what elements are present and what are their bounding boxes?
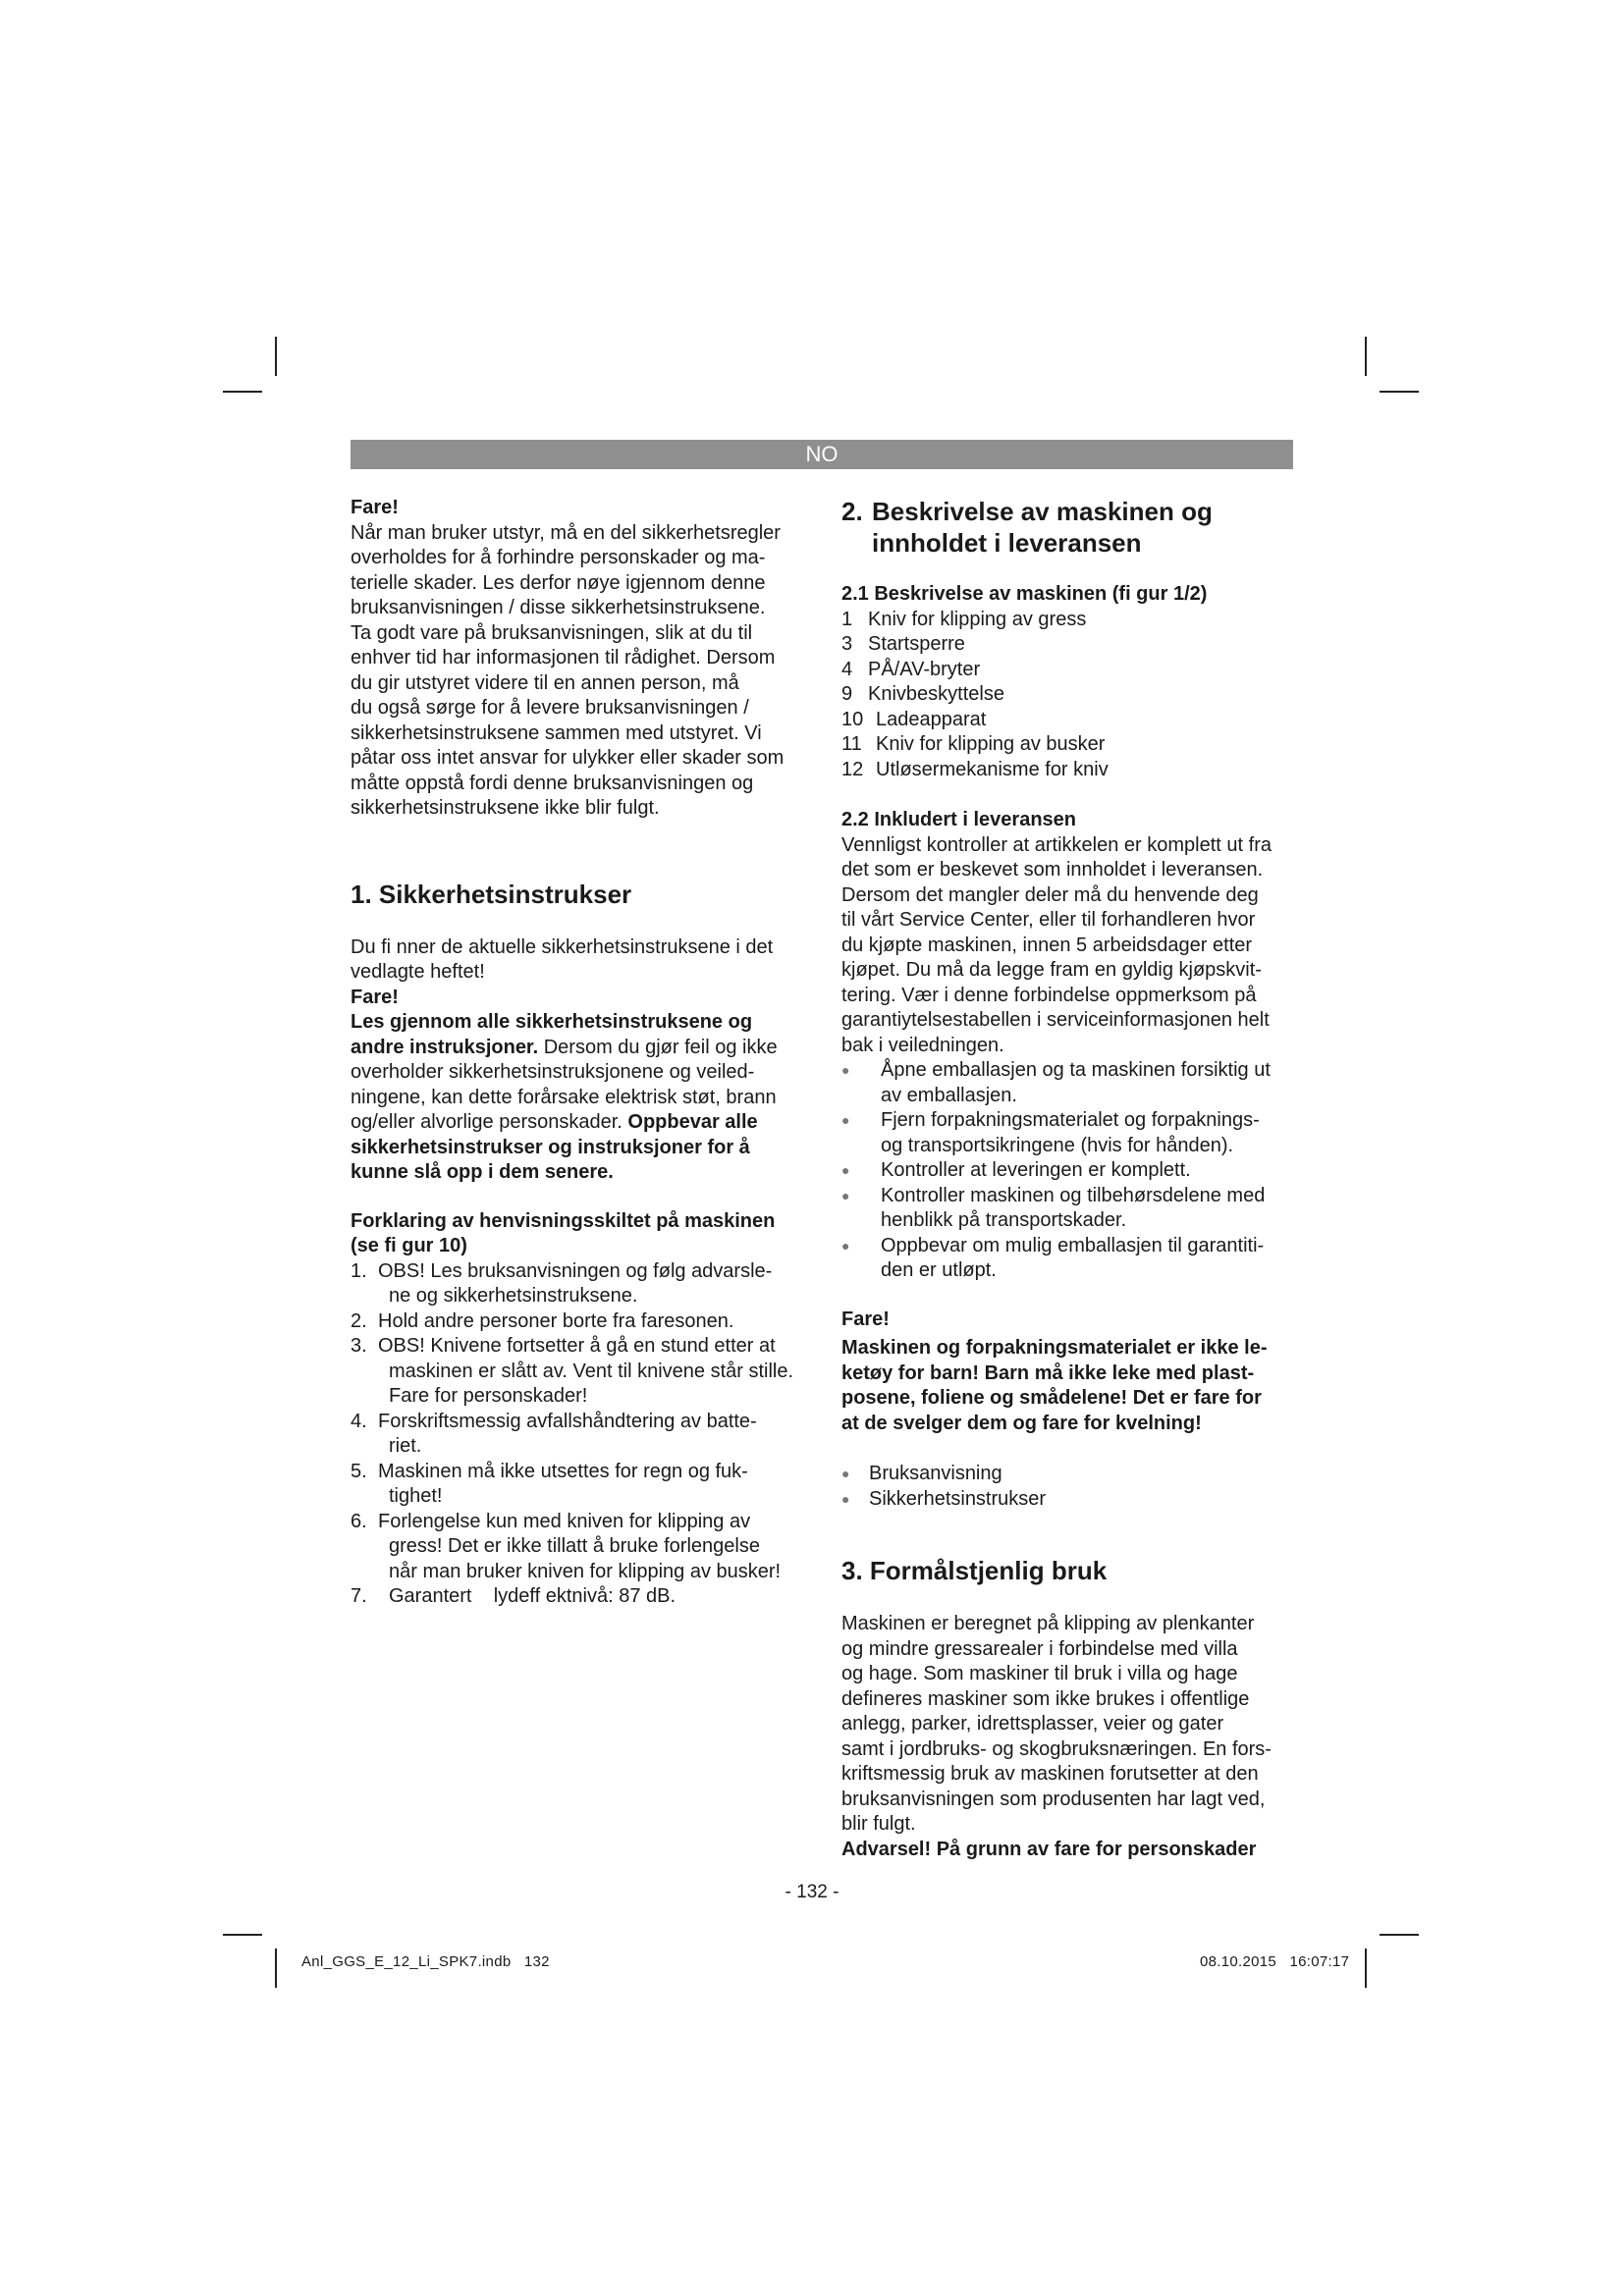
list-item: [351, 1334, 812, 1410]
text-line: overholder sikkerhetsinstruksjonene og veiled-: [351, 1061, 755, 1083]
item-number: 5.: [351, 1460, 367, 1482]
section-number: 2.: [841, 497, 863, 526]
item-text: [869, 1158, 1191, 1184]
list-item: [351, 1460, 812, 1510]
text-line: blir fulgt.: [841, 1813, 916, 1835]
item-text: Garantert lydeff ektnivå: 87 dB.: [389, 1585, 677, 1607]
item-text: Ladeapparat: [876, 708, 987, 730]
item-text: PÅ/AV-bryter: [868, 658, 981, 680]
bullet-item: [841, 1234, 1303, 1284]
fare-heading: Fare!: [351, 497, 399, 518]
intended-use-paragraph: [841, 1612, 1303, 1862]
text: og/eller alvorlige personskader.: [351, 1111, 628, 1133]
list-item: [841, 682, 1303, 708]
text-line: Maskinen og forpakningsmaterialet er ikke le-: [841, 1337, 1268, 1359]
print-file-name: Anl_GGS_E_12_Li_SPK7.indb 132: [301, 1953, 550, 1970]
right-column: [841, 496, 1303, 1862]
item-number: 1.: [351, 1259, 367, 1282]
list-item: [841, 732, 1303, 758]
bold-text: Oppbevar alle: [627, 1111, 758, 1133]
list-item: [841, 708, 1303, 733]
item-number: 1: [841, 608, 853, 630]
item-text: [378, 1259, 772, 1309]
bullet-icon: ●: [841, 1112, 850, 1128]
text-line: Åpne emballasjen og ta maskinen forsiktig ut: [881, 1059, 1271, 1081]
crop-mark: [223, 1934, 262, 1936]
item-number: 3: [841, 633, 853, 655]
crop-mark: [1380, 1934, 1419, 1936]
text-line: Oppbevar om mulig emballasjen til garantiti-: [881, 1234, 1265, 1256]
left-column: [351, 496, 812, 1610]
item-text: [869, 1234, 1264, 1284]
text-line: du kjøpte maskinen, innen 5 arbeidsdager etter: [841, 934, 1253, 956]
safety-intro: [351, 935, 812, 986]
text-line: bruksanvisningen som produsenten har lagt ved,: [841, 1788, 1266, 1810]
text-line: Du fi nner de aktuelle sikkerhetsinstruksene i det: [351, 935, 774, 958]
text-line: når man bruker kniven for klipping av busker!: [389, 1560, 782, 1582]
text-line: vedlagte heftet!: [351, 961, 485, 983]
bullet-icon: ●: [841, 1466, 850, 1481]
text-line: og mindre gressarealer i forbindelse med villa: [841, 1637, 1238, 1660]
text-line: [351, 1036, 812, 1061]
text-line: tighet!: [389, 1485, 443, 1507]
bullet-icon: ●: [841, 1162, 850, 1178]
item-number: 7.: [351, 1585, 367, 1607]
item-text: Kniv for klipping av busker: [876, 733, 1106, 755]
item-text: Utløsermekanisme for kniv: [876, 758, 1109, 780]
section-title: [872, 496, 1213, 559]
bullet-icon: ●: [841, 1062, 850, 1078]
child-safety-warning: [841, 1336, 1303, 1436]
item-number: 11: [841, 733, 862, 755]
text-line: henblikk på transportskader.: [881, 1209, 1127, 1231]
language-bar: [351, 440, 1293, 469]
included-items-list: [841, 1462, 1303, 1512]
list-item: [351, 1259, 812, 1309]
text-line: posene, foliene og smådelene! Det er fare for: [841, 1387, 1262, 1409]
print-timestamp: 08.10.2015 16:07:17: [1200, 1953, 1350, 1970]
text-line: kunne slå opp i dem senere.: [351, 1161, 614, 1183]
text-line: det som er beskevet som innholdet i leveransen.: [841, 859, 1264, 881]
machine-parts-list: [841, 608, 1303, 783]
item-text: [378, 1510, 781, 1585]
crop-mark: [1365, 337, 1367, 376]
item-text: [869, 1058, 1271, 1108]
crop-mark: [275, 1949, 277, 1988]
unpacking-steps-list: [841, 1058, 1303, 1284]
page-number: - 132 -: [785, 1882, 839, 1902]
text-line: [351, 1110, 812, 1136]
text-line: sikkerhetsinstruksene ikke blir fulgt.: [351, 797, 660, 819]
bullet-icon: ●: [841, 1490, 850, 1507]
crop-mark: [1380, 391, 1419, 393]
item-number: 4.: [351, 1410, 367, 1432]
text-line: den er utløpt.: [881, 1259, 997, 1281]
text-line: til vårt Service Center, eller til forhandleren hvor: [841, 909, 1256, 931]
list-item: [841, 608, 1303, 633]
delivery-paragraph: [841, 833, 1303, 1059]
item-number: 4: [841, 658, 853, 680]
text-line: du også sørge for å levere bruksanvisningen /: [351, 697, 749, 719]
text-line: samt i jordbruks- og skogbruksnæringen. En fors-: [841, 1737, 1272, 1760]
text-line: påtar oss intet ansvar for ulykker eller skader som: [351, 747, 785, 769]
text-line: sikkerhetsinstrukser og instruksjoner for å: [351, 1136, 750, 1158]
sign-explanation-list: [351, 1259, 812, 1610]
text-line: Kontroller maskinen og tilbehørsdelene med: [881, 1184, 1266, 1206]
section-1-heading: 1. Sikkerhetsinstrukser: [351, 879, 632, 909]
item-text: [869, 1108, 1260, 1158]
text-line: Når man bruker utstyr, må en del sikkerhetsregler: [351, 521, 781, 544]
list-item: [841, 658, 1303, 683]
list-item: [351, 1410, 812, 1460]
bullet-item: [841, 1462, 1303, 1487]
item-number: 12: [841, 758, 864, 780]
item-number: 9: [841, 683, 853, 705]
text-line: innholdet i leveransen: [872, 528, 1142, 558]
section-2-heading: [841, 496, 1303, 559]
bullet-item: [841, 1108, 1303, 1158]
text-line: defineres maskiner som ikke brukes i offentlige: [841, 1687, 1250, 1710]
text-line: måtte oppstå fordi denne bruksanvisningen og: [351, 772, 754, 794]
text-line: riet.: [389, 1435, 422, 1457]
text-line: OBS! Les bruksanvisningen og følg advarsle-: [378, 1259, 773, 1282]
item-number: 3.: [351, 1335, 367, 1357]
text-line: Dersom det mangler deler må du henvende deg: [841, 883, 1259, 906]
text-line: kriftsmessig bruk av maskinen forutsetter at den: [841, 1763, 1259, 1785]
text-line: og transportsikringene (hvis for hånden).: [881, 1134, 1234, 1156]
fare-heading: Fare!: [841, 1308, 890, 1330]
item-number: 2.: [351, 1309, 367, 1332]
text-line: (se fi gur 10): [351, 1235, 467, 1256]
crop-mark: [275, 337, 277, 376]
text-line: OBS! Knivene fortsetter å gå en stund etter at: [378, 1335, 776, 1357]
bullet-item: [841, 1487, 1303, 1513]
bullet-item: [841, 1158, 1303, 1184]
text-line: Maskinen er beregnet på klipping av plenkanter: [841, 1613, 1255, 1634]
item-text: [378, 1334, 793, 1410]
list-item: [351, 1584, 812, 1610]
text-line: sikkerhetsinstruksene sammen med utstyret. Vi: [351, 721, 762, 744]
bullet-item: [841, 1184, 1303, 1234]
text-line: enhver tid har informasjonen til rådighet. Dersom: [351, 647, 776, 668]
text-line: Forlengelse kun med kniven for klipping av: [378, 1510, 751, 1532]
text-line: Fare for personskader!: [389, 1385, 588, 1407]
text-line: Forskriftsmessig avfallshåndtering av batte-: [378, 1410, 757, 1432]
text-line: ningene, kan dette forårsake elektrisk støt, brann: [351, 1086, 777, 1108]
text-line: Vennligst kontroller at artikkelen er komplett ut fra: [841, 833, 1272, 856]
item-text: Hold andre personer borte fra faresonen.: [378, 1309, 734, 1332]
language-code: NO: [805, 442, 839, 466]
text-line: og hage. Som maskiner til bruk i villa og hage: [841, 1663, 1238, 1684]
text-line: Beskrivelse av maskinen og: [872, 497, 1213, 526]
item-text: Kniv for klipping av gress: [868, 608, 1087, 630]
safety-warning-paragraph: [351, 1010, 812, 1186]
text-line: overholdes for å forhindre personskader og ma-: [351, 547, 766, 568]
text-line: terielle skader. Les derfor nøye igjennom denne: [351, 571, 766, 594]
list-item: [841, 632, 1303, 658]
text-line: Les gjennom alle sikkerhetsinstruksene og: [351, 1011, 753, 1033]
list-item: [351, 1309, 812, 1335]
fare-paragraph: [351, 521, 812, 822]
text-line: Ta godt vare på bruksanvisningen, slik at du til: [351, 621, 753, 644]
text-line: Fjern forpakningsmaterialet og forpaknings-: [881, 1109, 1260, 1131]
text-line: gress! Det er ikke tillatt å bruke forlengelse: [389, 1535, 760, 1557]
list-item: [841, 758, 1303, 783]
text-line: tering. Vær i denne forbindelse oppmerksom på: [841, 984, 1257, 1006]
fare-heading: Fare!: [351, 986, 399, 1008]
section-3-heading: 3. Formålstjenlig bruk: [841, 1556, 1108, 1585]
item-number: 6.: [351, 1510, 367, 1532]
item-text: [378, 1410, 757, 1460]
text-line: maskinen er slått av. Vent til knivene står stille.: [389, 1360, 794, 1382]
bullet-icon: ●: [841, 1237, 850, 1254]
item-text: [869, 1184, 1265, 1234]
text-line: Kontroller at leveringen er komplett.: [881, 1159, 1191, 1181]
item-number: 10: [841, 708, 864, 730]
text-line: bak i veiledningen.: [841, 1034, 1004, 1056]
text-line: av emballasjen.: [881, 1084, 1017, 1106]
bullet-item: [841, 1058, 1303, 1108]
list-item: [351, 1510, 812, 1585]
text-line: kjøpet. Du må da legge fram en gyldig kjøpskvit-: [841, 959, 1262, 981]
text-line: ketøy for barn! Barn må ikke leke med plast-: [841, 1362, 1255, 1384]
item-text: Sikkerhetsinstrukser: [869, 1487, 1047, 1510]
text-line: bruksanvisningen / disse sikkerhetsinstruksene.: [351, 597, 766, 618]
item-text: Bruksanvisning: [869, 1463, 1002, 1484]
bullet-icon: ●: [841, 1187, 850, 1203]
text-line: Forklaring av henvisningsskiltet på maskinen: [351, 1209, 776, 1232]
crop-mark: [223, 391, 262, 393]
text-line: Advarsel! På grunn av fare for personskader: [841, 1838, 1257, 1860]
bold-text: andre instruksjoner.: [351, 1036, 539, 1058]
text-line: ne og sikkerhetsinstruksene.: [389, 1285, 638, 1307]
item-text: [378, 1460, 748, 1510]
subsection-2-2-heading: 2.2 Inkludert i leveransen: [841, 809, 1076, 830]
sign-explanation-heading: [351, 1209, 812, 1259]
text-line: at de svelger dem og fare for kvelning!: [841, 1412, 1202, 1434]
text-line: du gir utstyret videre til en annen person, må: [351, 671, 739, 694]
subsection-2-1-heading: 2.1 Beskrivelse av maskinen (fi gur 1/2): [841, 583, 1208, 605]
text-line: Maskinen må ikke utsettes for regn og fuk-: [378, 1460, 748, 1482]
text-line: garantiytelsestabellen i serviceinformasjonen helt: [841, 1009, 1270, 1031]
text-line: anlegg, parker, idrettsplasser, veier og gater: [841, 1713, 1224, 1735]
text: Dersom du gjør feil og ikke: [538, 1036, 778, 1058]
crop-mark: [1365, 1949, 1367, 1988]
item-text: Startsperre: [868, 633, 965, 655]
item-text: Knivbeskyttelse: [868, 683, 1004, 705]
